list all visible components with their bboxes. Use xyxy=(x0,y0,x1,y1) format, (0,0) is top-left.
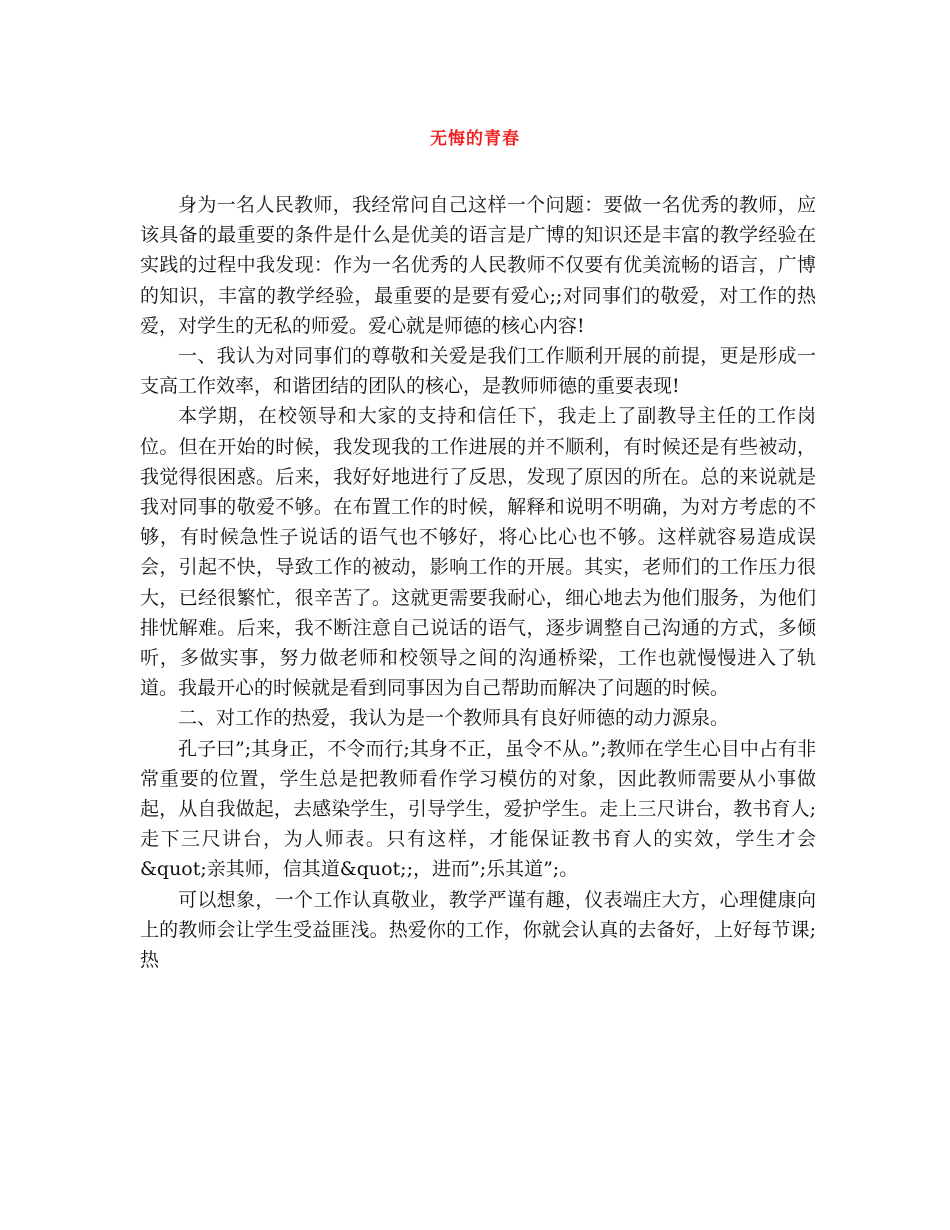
document-title: 无悔的青春 xyxy=(430,129,520,149)
paragraph: 一、我认为对同事们的尊敬和关爱是我们工作顺利开展的前提，更是形成一支高工作效率，和谐团结的团队的核心，是教师师德的重要表现! xyxy=(140,345,816,398)
paragraph: 可以想象，一个工作认真敬业，教学严谨有趣，仪表端庄大方，心理健康向上的教师会让学生受益匪浅。热爱你的工作，你就会认真的去备好，上好每节课;热 xyxy=(140,888,816,972)
paragraph: 孔子曰”;其身正，不令而行;其身不正，虽令不从。”;教师在学生心目中占有非常重要的位置，学生总是把教师看作学习模仿的对象，因此教师需要从小事做起，从自我做起，去感染学生，引导学生，爱护学生。走上三尺讲台，教书育人;走下三尺讲台，为人师表。只有这样，才能保证教书育人的实效，学生才会&quot;亲其师，信其道&quot;;，进而”;乐其道”;。 xyxy=(140,737,816,881)
paragraph: 本学期，在校领导和大家的支持和信任下，我走上了副教导主任的工作岗位。但在开始的时候，我发现我的工作进展的并不顺利，有时候还是有些被动，我觉得很困惑。后来，我好好地进行了反思，发现了原因的所在。总的来说就是我对同事的敬爱不够。在布置工作的时候，解释和说明不明确，为对方考虑的不够，有时候急性子说话的语气也不够好，将心比心也不够。这样就容易造成误会，引起不快，导致工作的被动，影响工作的开展。其实，老师们的工作压力很大，已经很繁忙，很辛苦了。这就更需要我耐心，细心地去为他们服务，为他们排忧解难。后来，我不断注意自己说话的语气，逐步调整自己沟通的方式，多倾听，多做实事，努力做老师和校领导之间的沟通桥梁，工作也就慢慢进入了轨道。我最开心的时候就是看到同事因为自己帮助而解决了问题的时候。 xyxy=(140,405,816,700)
paragraph: 二、对工作的热爱，我认为是一个教师具有良好师德的动力源泉。 xyxy=(178,707,730,730)
paragraph: 身为一名人民教师，我经常问自己这样一个问题：要做一名优秀的教师，应该具备的最重要的条件是什么是优美的语言是广博的知识还是丰富的教学经验在实践的过程中我发现：作为一名优秀的人民教师不仅要有优美流畅的语言，广博的知识，丰富的教学经验，最重要的是要有爱心;;对同事们的敬爱，对工作的热爱，对学生的无私的师爱。爱心就是师德的核心内容! xyxy=(140,194,816,337)
document-body xyxy=(140,190,816,975)
